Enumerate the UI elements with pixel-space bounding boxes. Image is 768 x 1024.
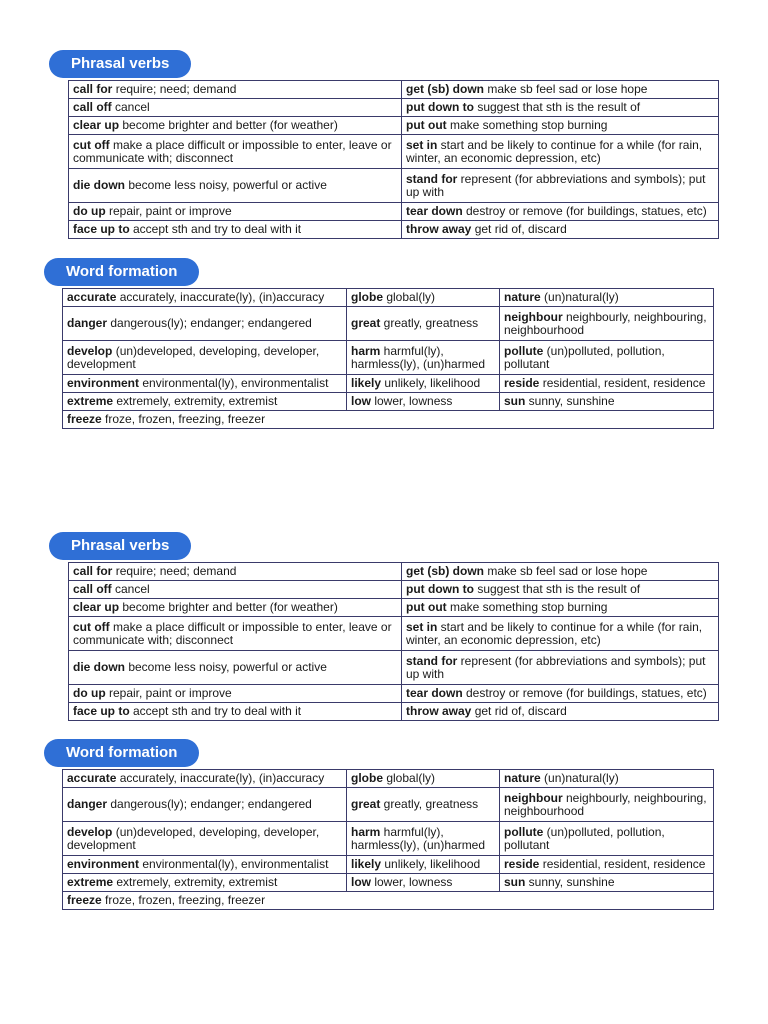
phrasal-verb-entry <box>69 203 402 221</box>
definition: cancel <box>111 100 150 114</box>
phrasal-verbs-heading: Phrasal verbs <box>49 50 191 78</box>
definition: destroy or remove (for buildings, statues, etc) <box>462 204 707 218</box>
term: globe <box>351 290 383 304</box>
term: set in <box>406 619 438 634</box>
term: develop <box>67 824 113 839</box>
term: call for <box>73 82 113 96</box>
term: sun <box>504 394 526 408</box>
definition: (un)natural(ly) <box>540 290 619 304</box>
term: likely <box>351 376 382 390</box>
definition: harmful(ly), harmless(ly), (un)harmed <box>351 824 486 852</box>
phrasal-verb-entry <box>69 99 402 117</box>
definition: sunny, sunshine <box>525 394 615 408</box>
definition: (un)developed, developing, developer, development <box>67 824 320 852</box>
word-formation-heading: Word formation <box>44 258 199 286</box>
word-formation-heading: Word formation <box>44 739 199 767</box>
phrasal-verb-entry <box>402 685 719 703</box>
term: face up to <box>73 222 130 236</box>
phrasal-verb-entry <box>69 703 402 721</box>
definition: extremely, extremity, extremist <box>113 875 278 889</box>
word-formation-entry <box>347 822 500 856</box>
word-formation-entry <box>500 375 714 393</box>
definition: (un)polluted, pollution, pollutant <box>504 824 665 852</box>
phrasal-verbs-table <box>68 562 719 721</box>
term: environment <box>67 857 140 871</box>
term: great <box>351 797 381 811</box>
definition: become less noisy, powerful or active <box>125 178 327 192</box>
phrasal-verb-entry <box>69 651 402 685</box>
phrasal-verb-entry <box>69 599 402 617</box>
term: environment <box>67 376 140 390</box>
term: get (sb) down <box>406 82 484 96</box>
definition: make a place difficult or impossible to enter, leave or communicate with; disconnect <box>73 619 392 647</box>
definition: repair, paint or improve <box>105 686 232 700</box>
term: pollute <box>504 824 544 839</box>
definition: global(ly) <box>383 290 436 304</box>
definition: become less noisy, powerful or active <box>125 660 327 674</box>
term: put down to <box>406 100 474 114</box>
table-row <box>69 581 719 599</box>
word-formation-entry <box>63 874 347 892</box>
table-row <box>69 703 719 721</box>
definition: get rid of, discard <box>471 704 567 718</box>
definition: become brighter and better (for weather) <box>119 118 338 132</box>
term: throw away <box>406 704 472 718</box>
definition: require; need; demand <box>112 82 237 96</box>
definition: dangerous(ly); endanger; endangered <box>107 316 312 330</box>
definition: become brighter and better (for weather) <box>119 600 338 614</box>
definition: make sb feel sad or lose hope <box>484 82 648 96</box>
term: cut off <box>73 137 110 152</box>
phrasal-verb-entry <box>402 221 719 239</box>
table-row <box>63 822 714 856</box>
definition: accept sth and try to deal with it <box>129 222 302 236</box>
definition: environmental(ly), environmentalist <box>139 857 329 871</box>
definition: neighbourly, neighbouring, neighbourhood <box>504 790 707 818</box>
definition: unlikely, likelihood <box>381 376 481 390</box>
term: freeze <box>67 412 102 426</box>
phrasal-verb-entry <box>69 685 402 703</box>
definition: suggest that sth is the result of <box>473 100 641 114</box>
word-formation-entry <box>347 341 500 375</box>
table-row <box>63 892 714 910</box>
term: harm <box>351 343 381 358</box>
term: harm <box>351 824 381 839</box>
term: clear up <box>73 600 120 614</box>
term: tear down <box>406 204 463 218</box>
word-formation-entry <box>63 892 714 910</box>
word-formation-entry <box>347 393 500 411</box>
table-row <box>69 135 719 169</box>
phrasal-verb-entry <box>402 99 719 117</box>
term: nature <box>504 290 541 304</box>
table-row <box>63 856 714 874</box>
definition: (un)natural(ly) <box>540 771 619 785</box>
word-formation-entry <box>347 874 500 892</box>
term: develop <box>67 343 113 358</box>
definition: harmful(ly), harmless(ly), (un)harmed <box>351 343 486 371</box>
definition: represent (for abbreviations and symbols); put up with <box>406 653 706 681</box>
phrasal-verbs-heading: Phrasal verbs <box>49 532 191 560</box>
word-formation-entry <box>63 770 347 788</box>
term: cut off <box>73 619 110 634</box>
term: danger <box>67 316 108 330</box>
phrasal-verb-entry <box>402 81 719 99</box>
term: nature <box>504 771 541 785</box>
term: get (sb) down <box>406 564 484 578</box>
definition: accurately, inaccurate(ly), (in)accuracy <box>116 290 325 304</box>
table-row <box>69 221 719 239</box>
phrasal-verb-entry <box>402 135 719 169</box>
term: throw away <box>406 222 472 236</box>
definition: sunny, sunshine <box>525 875 615 889</box>
definition: start and be likely to continue for a while (for rain, winter, an economic depression, etc) <box>406 619 703 647</box>
word-formation-entry <box>500 856 714 874</box>
term: clear up <box>73 118 120 132</box>
definition: repair, paint or improve <box>105 204 232 218</box>
word-formation-entry <box>63 375 347 393</box>
word-formation-entry <box>347 307 500 341</box>
definition: accept sth and try to deal with it <box>129 704 302 718</box>
phrasal-verb-entry <box>402 617 719 651</box>
definition: residential, resident, residence <box>539 376 706 390</box>
word-formation-entry <box>63 393 347 411</box>
term: accurate <box>67 771 117 785</box>
definition: represent (for abbreviations and symbols); put up with <box>406 171 706 199</box>
term: do up <box>73 686 106 700</box>
table-row <box>69 99 719 117</box>
word-formation-entry <box>347 770 500 788</box>
phrasal-verb-entry <box>402 203 719 221</box>
phrasal-verb-entry <box>69 135 402 169</box>
definition: froze, frozen, freezing, freezer <box>101 412 266 426</box>
table-row <box>63 411 714 429</box>
phrasal-verb-entry <box>69 617 402 651</box>
term: extreme <box>67 394 114 408</box>
term: do up <box>73 204 106 218</box>
phrasal-verb-entry <box>402 651 719 685</box>
phrasal-verb-entry <box>69 563 402 581</box>
definition: make something stop burning <box>446 118 608 132</box>
definition: (un)polluted, pollution, pollutant <box>504 343 665 371</box>
word-formation-entry <box>500 770 714 788</box>
table-row <box>63 788 714 822</box>
definition: (un)developed, developing, developer, development <box>67 343 320 371</box>
term: die down <box>73 660 125 674</box>
word-formation-entry <box>63 788 347 822</box>
phrasal-verb-entry <box>69 81 402 99</box>
word-formation-entry <box>500 393 714 411</box>
term: set in <box>406 137 438 152</box>
phrasal-verb-entry <box>402 563 719 581</box>
word-formation-entry <box>500 341 714 375</box>
term: put down to <box>406 582 474 596</box>
table-row <box>69 685 719 703</box>
word-formation-entry <box>500 822 714 856</box>
word-formation-entry <box>500 307 714 341</box>
word-formation-entry <box>500 289 714 307</box>
definition: dangerous(ly); endanger; endangered <box>107 797 312 811</box>
table-row <box>69 81 719 99</box>
definition: cancel <box>111 582 150 596</box>
word-formation-entry <box>347 788 500 822</box>
table-row <box>63 770 714 788</box>
phrasal-verb-entry <box>402 599 719 617</box>
term: extreme <box>67 875 114 889</box>
word-formation-entry <box>63 856 347 874</box>
definition: unlikely, likelihood <box>381 857 481 871</box>
definition: greatly, greatness <box>380 797 479 811</box>
word-formation-entry <box>63 822 347 856</box>
phrasal-verb-entry <box>69 117 402 135</box>
word-formation-entry <box>500 788 714 822</box>
word-formation-entry <box>63 411 714 429</box>
term: sun <box>504 875 526 889</box>
term: stand for <box>406 171 458 186</box>
table-row <box>69 203 719 221</box>
term: call off <box>73 582 112 596</box>
term: stand for <box>406 653 458 668</box>
phrasal-verb-entry <box>402 581 719 599</box>
definition: accurately, inaccurate(ly), (in)accuracy <box>116 771 325 785</box>
definition: froze, frozen, freezing, freezer <box>101 893 266 907</box>
definition: extremely, extremity, extremist <box>113 394 278 408</box>
definition: make a place difficult or impossible to enter, leave or communicate with; disconnect <box>73 137 392 165</box>
word-formation-entry <box>500 874 714 892</box>
term: globe <box>351 771 383 785</box>
term: face up to <box>73 704 130 718</box>
definition: destroy or remove (for buildings, statues, etc) <box>462 686 707 700</box>
term: neighbour <box>504 790 563 805</box>
term: low <box>351 394 371 408</box>
table-row <box>69 169 719 203</box>
definition: neighbourly, neighbouring, neighbourhood <box>504 309 707 337</box>
term: freeze <box>67 893 102 907</box>
definition: get rid of, discard <box>471 222 567 236</box>
table-row <box>63 874 714 892</box>
term: low <box>351 875 371 889</box>
word-formation-table <box>62 769 714 910</box>
term: call off <box>73 100 112 114</box>
table-row <box>63 393 714 411</box>
term: likely <box>351 857 382 871</box>
table-row <box>63 341 714 375</box>
phrasal-verb-entry <box>69 169 402 203</box>
word-formation-entry <box>63 307 347 341</box>
definition: lower, lowness <box>371 875 453 889</box>
term: great <box>351 316 381 330</box>
term: reside <box>504 376 540 390</box>
word-formation-entry <box>63 341 347 375</box>
phrasal-verb-entry <box>402 117 719 135</box>
phrasal-verb-entry <box>69 221 402 239</box>
definition: greatly, greatness <box>380 316 479 330</box>
word-formation-entry <box>347 856 500 874</box>
table-row <box>69 651 719 685</box>
definition: require; need; demand <box>112 564 237 578</box>
term: reside <box>504 857 540 871</box>
table-row <box>69 617 719 651</box>
word-formation-entry <box>63 289 347 307</box>
word-formation-table <box>62 288 714 429</box>
word-formation-entry <box>347 375 500 393</box>
phrasal-verb-entry <box>402 169 719 203</box>
table-row <box>63 289 714 307</box>
table-row <box>63 307 714 341</box>
term: accurate <box>67 290 117 304</box>
definition: start and be likely to continue for a while (for rain, winter, an economic depression, etc) <box>406 137 703 165</box>
definition: make something stop burning <box>446 600 608 614</box>
table-row <box>69 599 719 617</box>
definition: make sb feel sad or lose hope <box>484 564 648 578</box>
table-row <box>63 375 714 393</box>
definition: residential, resident, residence <box>539 857 706 871</box>
word-formation-entry <box>347 289 500 307</box>
definition: lower, lowness <box>371 394 453 408</box>
phrasal-verb-entry <box>402 703 719 721</box>
definition: global(ly) <box>383 771 436 785</box>
term: danger <box>67 797 108 811</box>
term: pollute <box>504 343 544 358</box>
term: tear down <box>406 686 463 700</box>
term: put out <box>406 600 447 614</box>
phrasal-verbs-table <box>68 80 719 239</box>
definition: suggest that sth is the result of <box>473 582 641 596</box>
definition: environmental(ly), environmentalist <box>139 376 329 390</box>
term: call for <box>73 564 113 578</box>
term: neighbour <box>504 309 563 324</box>
phrasal-verb-entry <box>69 581 402 599</box>
table-row <box>69 117 719 135</box>
term: put out <box>406 118 447 132</box>
term: die down <box>73 178 125 192</box>
table-row <box>69 563 719 581</box>
